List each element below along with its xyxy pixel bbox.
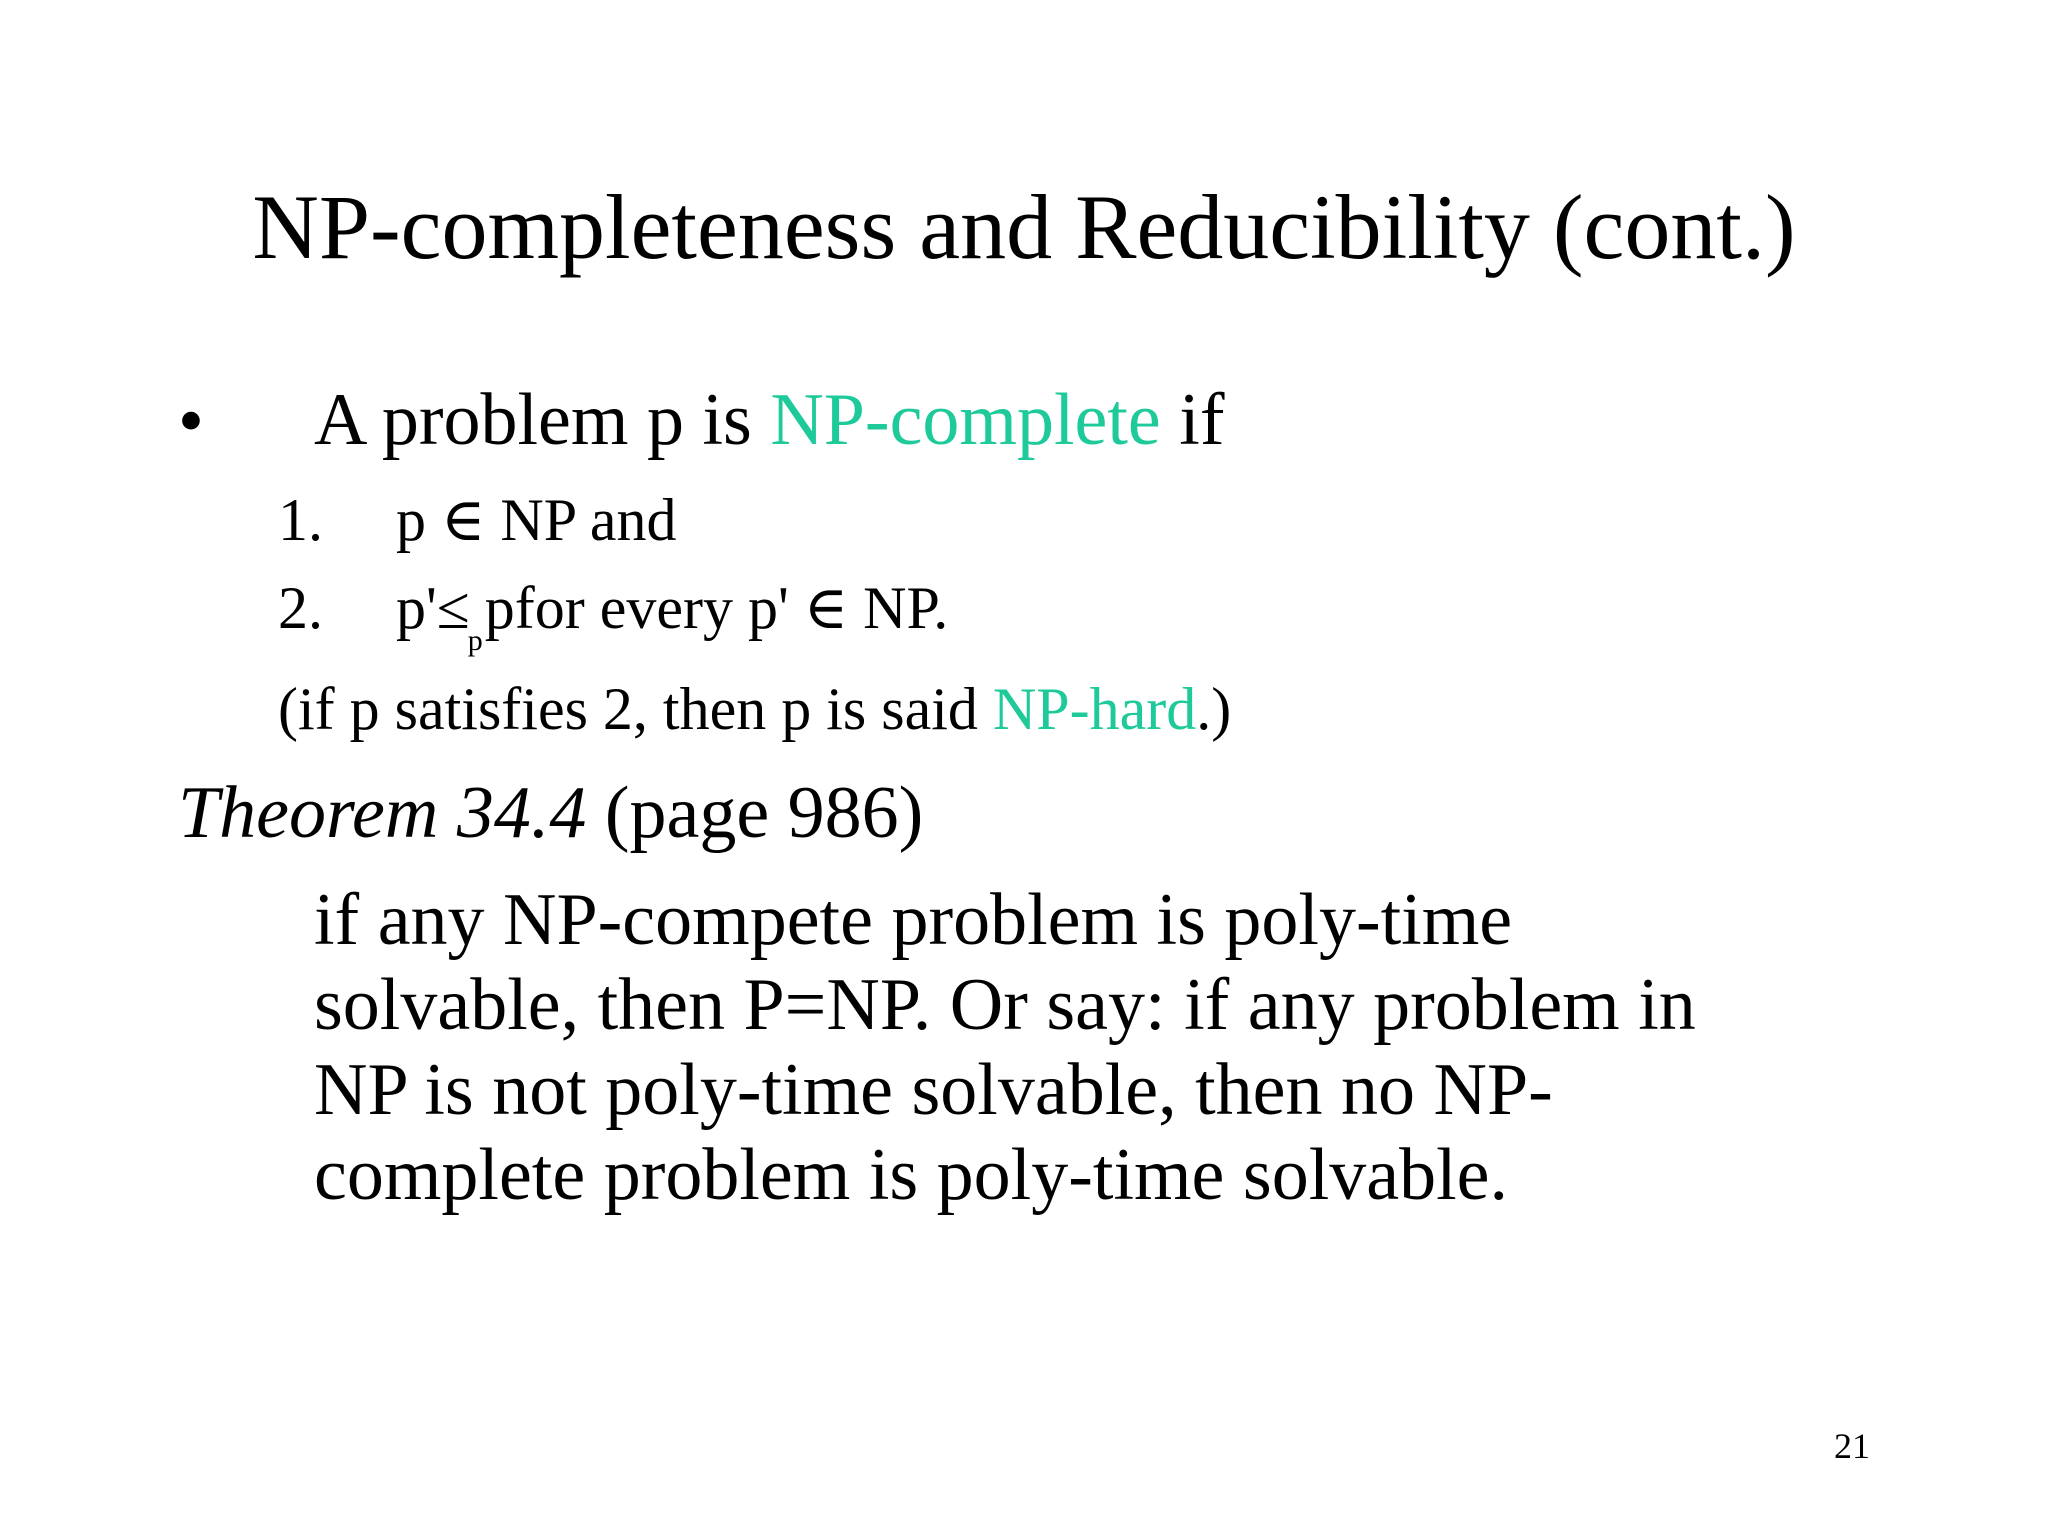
np-hard-term: NP-hard	[992, 676, 1197, 742]
theorem-body-line-1: if any NP-compete problem is poly-time	[314, 879, 1513, 961]
bullet-text-before: A problem p is	[314, 379, 771, 461]
slide-title: NP-completeness and Reducibility (cont.)	[252, 176, 1796, 278]
theorem-heading	[178, 770, 923, 856]
theorem-name: Theorem 34.4	[178, 772, 587, 854]
note-text-after: .)	[1196, 676, 1232, 742]
theorem-body-line-3: NP is not poly-time solvable, then no NP-	[314, 1049, 1553, 1131]
condition-2-rhs: p	[484, 575, 515, 641]
theorem-body-line-4: complete problem is poly-time solvable.	[314, 1134, 1509, 1216]
reduction-subscript: p	[467, 624, 483, 657]
condition-2-statement	[396, 572, 948, 655]
bullet-statement	[314, 377, 1224, 463]
page-number: 21	[1834, 1426, 1870, 1466]
condition-1-text: p ∈ NP and	[396, 487, 677, 553]
condition-2-number: 2.	[278, 575, 323, 641]
note-text-before: (if p satisfies 2, then p is said	[278, 676, 993, 742]
np-complete-term: NP-complete	[770, 379, 1161, 461]
theorem-body-line-2: solvable, then P=NP. Or say: if any problem in	[314, 964, 1696, 1046]
theorem-reference: (page 986)	[586, 772, 924, 854]
bullet-marker: •	[178, 380, 204, 462]
np-hard-note	[278, 673, 1231, 745]
bullet-text-after: if	[1160, 379, 1225, 461]
condition-2-text: for every p' ∈ NP.	[514, 575, 949, 641]
condition-2-lhs: p'≤	[396, 575, 470, 641]
condition-1-number: 1.	[278, 487, 323, 553]
